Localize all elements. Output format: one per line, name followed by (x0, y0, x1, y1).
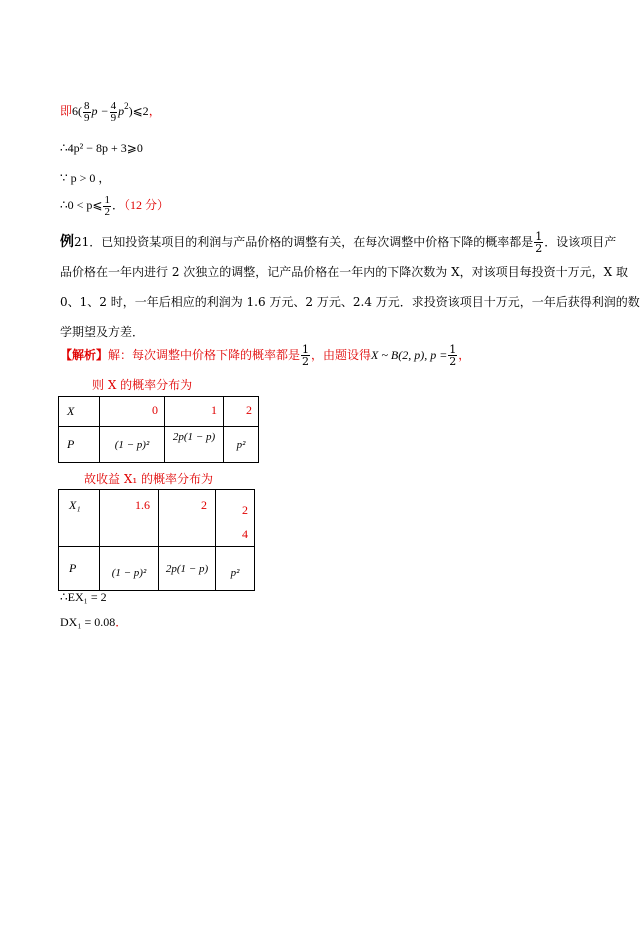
example-text-1: 21．已知投资某项目的利润与产品价格的调整有关，在每次调整中价格下降的概率都是 (74, 235, 534, 249)
distribution-table-x (58, 396, 259, 463)
example-label: 例 (60, 234, 74, 250)
table-cell: p² (224, 427, 259, 463)
line-inequality-1 (60, 93, 161, 124)
variance-expr: DX₁ = 0.08 (60, 615, 116, 629)
denominator: 2 (449, 355, 457, 368)
example-text-1b: ．设该项目产 (544, 235, 617, 249)
exponent: 2 (124, 101, 129, 111)
table-cell: (1 − p)² (100, 547, 159, 591)
binomial-formula: X ~ B(2, p), p = (371, 348, 448, 362)
expectation-result: ∴EX₁ = 2 (60, 590, 107, 604)
denominator: 2 (104, 205, 110, 218)
variance-result (60, 609, 127, 635)
numerator: 1 (535, 230, 543, 243)
comma: ， (148, 104, 161, 118)
range-expr: ∴0 < p⩽ (60, 198, 103, 212)
value-4: 4 (242, 527, 248, 541)
score-note: （12 分） (123, 198, 169, 212)
denominator: 2 (535, 242, 543, 255)
table-cell: 2 (224, 397, 259, 427)
table-cell: 2p(1 − p) (165, 427, 224, 463)
numerator: 1 (449, 343, 457, 356)
table-row (59, 427, 259, 463)
solution-text-2: ，由题设得 (311, 348, 372, 362)
table-cell: (1 − p)² (100, 427, 165, 463)
fraction-1-2 (448, 344, 457, 367)
table-row (59, 397, 259, 427)
table-cell: P (59, 427, 100, 463)
line-inequality-2: ∴4p² − 8p + 3⩾0 (60, 141, 143, 155)
fraction-8-9 (83, 101, 91, 124)
period: ． (115, 615, 128, 629)
table-cell: 2p(1 − p) (159, 547, 216, 591)
expr-p-minus: p − (91, 104, 109, 118)
table-cell: 2 (159, 490, 216, 547)
example-21-paragraph (60, 230, 640, 344)
numerator: 4 (110, 99, 117, 112)
expr-lhs: 6( (72, 104, 83, 118)
table-cell: p² (216, 547, 255, 591)
table-cell: X₁ (59, 490, 100, 547)
table2-caption: 故收益 X₁ 的概率分布为 (84, 472, 213, 486)
example-line-4: 学期望及方差． (60, 325, 145, 339)
solution-tag: 【解析】 (60, 348, 109, 362)
table-cell: 1 (165, 397, 224, 427)
period: ． (111, 198, 124, 212)
value-2: 2 (242, 503, 248, 517)
table-row (59, 490, 255, 547)
numerator: 1 (302, 343, 310, 356)
table-cell: 0 (100, 397, 165, 427)
fraction-4-9 (110, 101, 118, 124)
numerator: 8 (84, 99, 90, 112)
expr-tail: )⩽2 (128, 104, 149, 118)
table-cell (216, 490, 255, 547)
distribution-table-x1 (58, 489, 255, 591)
denominator: 2 (302, 355, 310, 368)
denominator: 9 (84, 111, 90, 124)
solution-line (60, 342, 470, 368)
example-line-3: 0、1、2 时，一年后相应的利润为 1.6 万元、2 万元、2.4 万元．求投资该项目十万元，一年后获得利润的数 (60, 295, 640, 309)
line-range-p (60, 192, 169, 218)
numerator: 1 (104, 193, 110, 206)
line-condition-p: ∵ p > 0 ， (60, 171, 111, 185)
denominator: 9 (110, 111, 117, 124)
example-line-1 (60, 230, 617, 255)
solution-text-1: 解：每次调整中价格下降的概率都是 (108, 348, 301, 362)
table-cell: P (59, 547, 100, 591)
fraction-1-2 (103, 195, 111, 218)
fraction-1-2 (534, 231, 543, 254)
expr-p: p (118, 104, 125, 118)
table-cell: 1.6 (100, 490, 159, 547)
comma: ， (458, 348, 471, 362)
fraction-1-2 (301, 344, 310, 367)
example-line-2: 品价格在一年内进行 2 次独立的调整，记产品价格在一年内的下降次数为 X，对该项目每投资十万元，X 取 (60, 265, 628, 279)
table1-caption: 则 X 的概率分布为 (92, 378, 193, 392)
table-cell: X (59, 397, 100, 427)
prefix-ji: 即 (60, 104, 73, 118)
